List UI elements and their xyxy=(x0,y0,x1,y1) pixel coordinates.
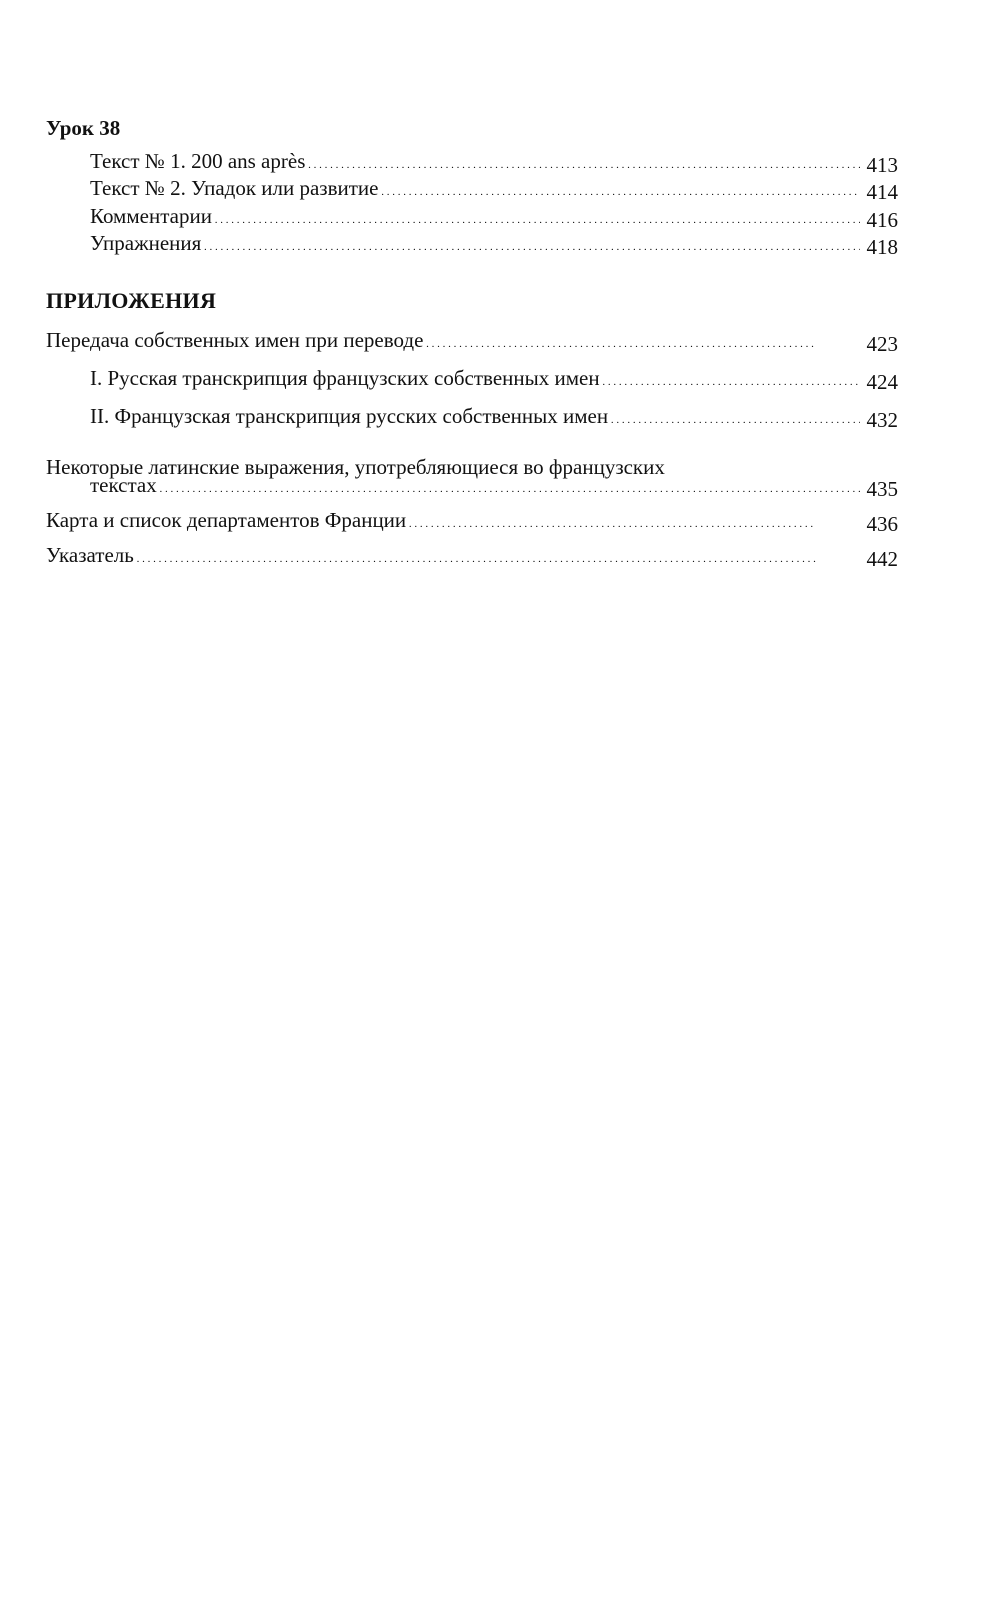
toc-entry-page: 436 xyxy=(866,512,898,536)
toc-entry xyxy=(46,329,898,359)
toc-entry-title-line2: текстах . . . xyxy=(90,470,860,504)
toc-entry-title: Карта и список департаментов Франции . . . xyxy=(46,505,816,539)
toc-entry-page: 418 xyxy=(866,235,898,259)
toc-entry-title: Упражнения . . . xyxy=(90,228,860,262)
toc-entry-page: 413 xyxy=(866,153,898,177)
toc-entry xyxy=(90,405,898,435)
toc-entry-title: II. Французская транскрипция русских собственных имен . . . xyxy=(90,401,860,435)
toc-entry-page: 442 xyxy=(866,547,898,571)
toc-entry-title: Указатель . . . xyxy=(46,540,816,574)
toc-entry xyxy=(90,474,898,504)
toc-entry-title: Передача собственных имен при переводе . . . xyxy=(46,325,816,359)
toc-entry-title: I. Русская транскрипция французских собственных имен . . . xyxy=(90,363,860,397)
toc-entry xyxy=(46,544,898,574)
toc-entry-title: Текст № 1. 200 ans après . . . xyxy=(90,146,860,180)
toc-entry-title: Комментарии . . . xyxy=(90,201,860,235)
toc-entry xyxy=(90,367,898,397)
toc-entry-page: 435 xyxy=(866,477,898,501)
toc-entry-title-line1: Некоторые латинские выражения, употребляющиеся во французских xyxy=(46,455,665,479)
toc-entry-page: 432 xyxy=(866,408,898,432)
toc-entry-title: Текст № 2. Упадок или развитие . . . xyxy=(90,173,860,207)
toc-entry xyxy=(90,232,898,262)
toc-entry-page: 424 xyxy=(866,370,898,394)
toc-entry-page: 423 xyxy=(866,332,898,356)
toc-entry xyxy=(46,509,898,539)
appendix-heading: ПРИЛОЖЕНИЯ xyxy=(46,288,217,313)
toc-entry-page: 414 xyxy=(866,180,898,204)
lesson-heading: Урок 38 xyxy=(46,116,121,140)
toc-entry-page: 416 xyxy=(866,208,898,232)
